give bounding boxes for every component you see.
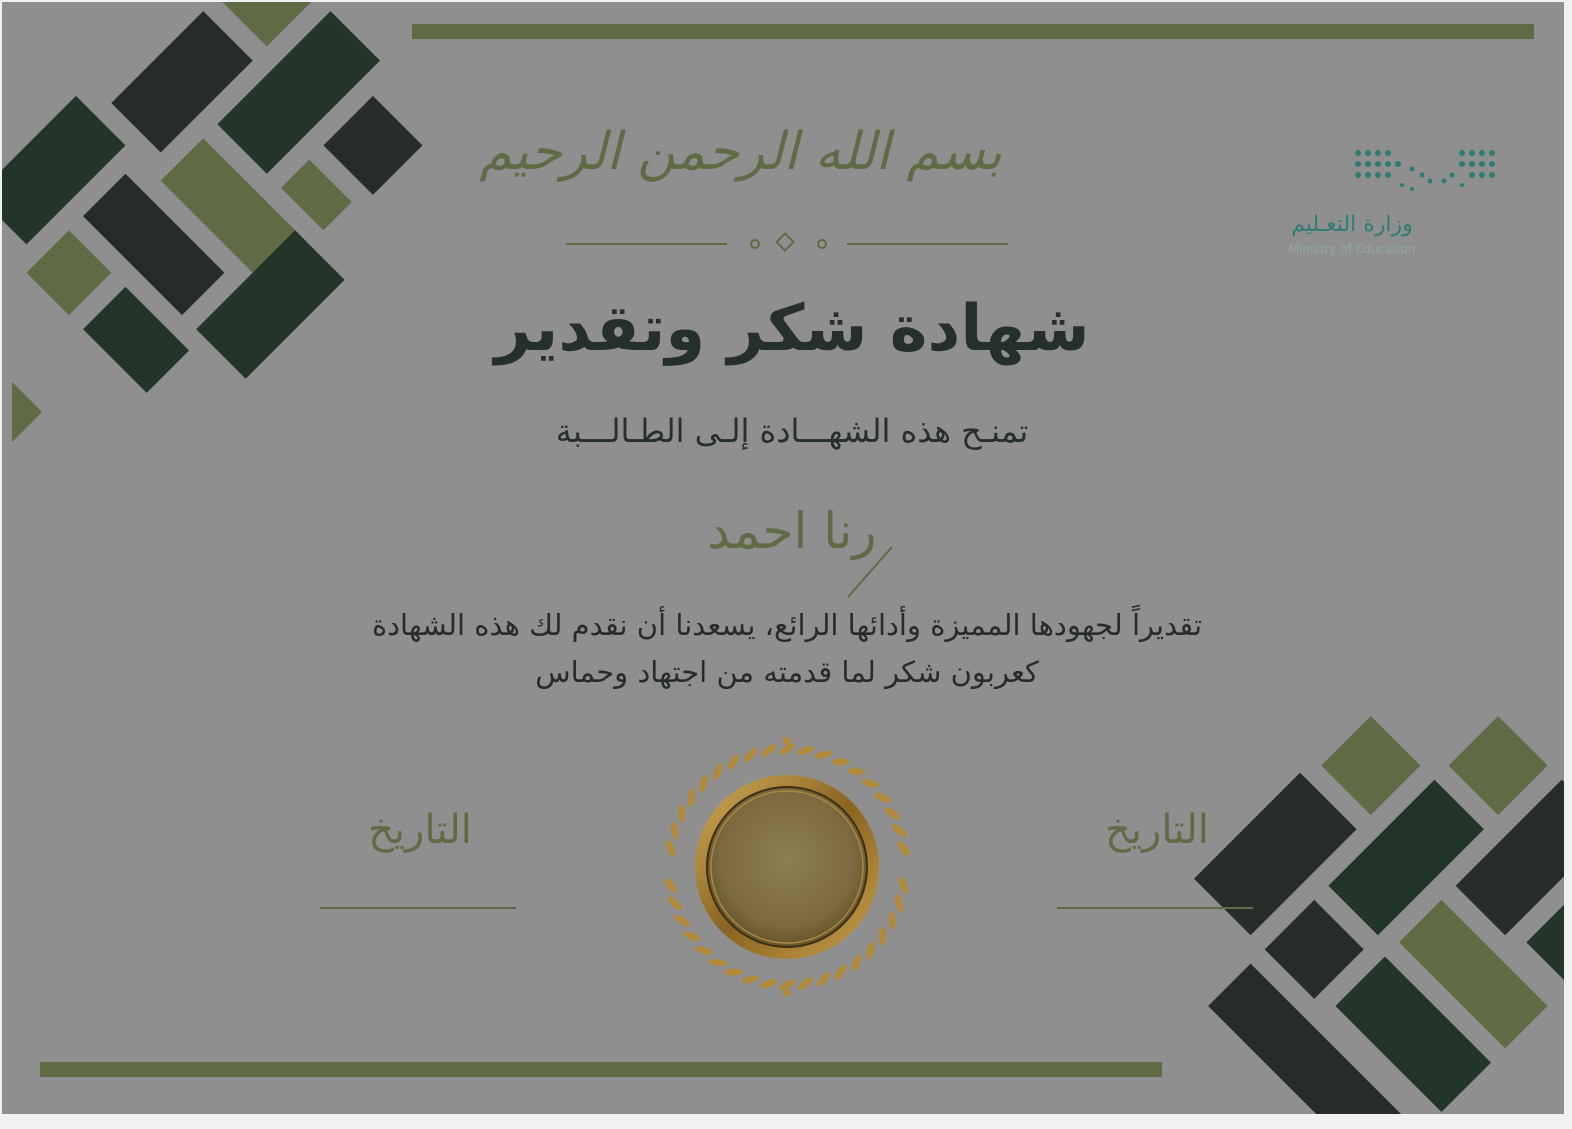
ministry-logo [1272,142,1512,272]
laurel-leaf [708,958,727,967]
laurel-leaf [873,791,892,805]
laurel-leaf [669,821,680,840]
laurel-leaf [694,945,713,956]
laurel-leaf [814,749,833,760]
laurel-leaf [865,941,876,960]
certificate [2,2,1564,1114]
ornament-divider [562,232,1012,256]
laurel-leaf [878,927,887,946]
laurel-leaf [796,744,815,757]
corner-pattern-top-left [2,2,402,452]
recipient-name: رنا احمد [707,502,877,560]
laurel-leaf [666,895,684,912]
laurel-leaf [831,758,849,766]
top-border-bar [412,24,1534,39]
date-line-right [1057,907,1253,909]
laurel-leaf [759,742,777,759]
basmala: بسم الله الرحمن الرحيم [479,122,1002,182]
ministry-name-ar: وزارة التعـليم [1291,212,1413,237]
laurel-leaf [682,930,701,944]
laurel-leaf [850,953,864,972]
body-text-line-2: كعربون شكر لما قدمته من اجتهاد وحماس [535,655,1039,689]
laurel-leaf [894,894,905,913]
laurel-leaf [678,804,686,822]
ministry-dots-icon [1352,147,1502,197]
laurel-leaf [861,778,880,789]
date-label-right: التاريخ [1105,807,1209,853]
laurel-leaf [726,752,742,771]
laurel-leaf [759,977,778,990]
laurel-leaf [847,767,866,776]
laurel-leaf [664,839,677,858]
laurel-leaf [796,975,814,992]
laurel-leaf [833,963,849,982]
laurel-leaf [711,762,725,781]
certificate-subtitle: تمنـح هذه الشهـــادة إلـى الطـالـــبة [555,412,1029,450]
laurel-leaf [897,876,910,895]
laurel-leaf [672,913,691,929]
laurel-leaf [895,839,912,857]
laurel-leaf [662,876,679,894]
ministry-name-en: Ministry of Education [1288,242,1416,256]
date-label-left: التاريخ [368,807,472,853]
laurel-leaf [742,746,759,764]
laurel-leaf [883,806,902,822]
laurel-leaf [687,788,696,807]
certificate-title: شهادة شكر وتقدير [494,292,1090,366]
laurel-leaf [741,974,760,985]
gold-seal-icon [652,732,922,1002]
name-underline-flourish [842,542,902,602]
laurel-leaf [888,911,896,929]
body-text-line-1: تقديراً لجهودها المميزة وأدائها الرائع، يسعدنا أن نقدم لك هذه الشهادة [371,608,1203,642]
laurel-leaf [815,970,832,988]
corner-pattern-bottom-right [1192,657,1564,1114]
laurel-leaf [724,968,742,976]
bottom-border-bar [40,1062,1162,1077]
laurel-leaf [890,822,908,839]
laurel-leaf [698,774,709,793]
date-line-left [320,907,516,909]
